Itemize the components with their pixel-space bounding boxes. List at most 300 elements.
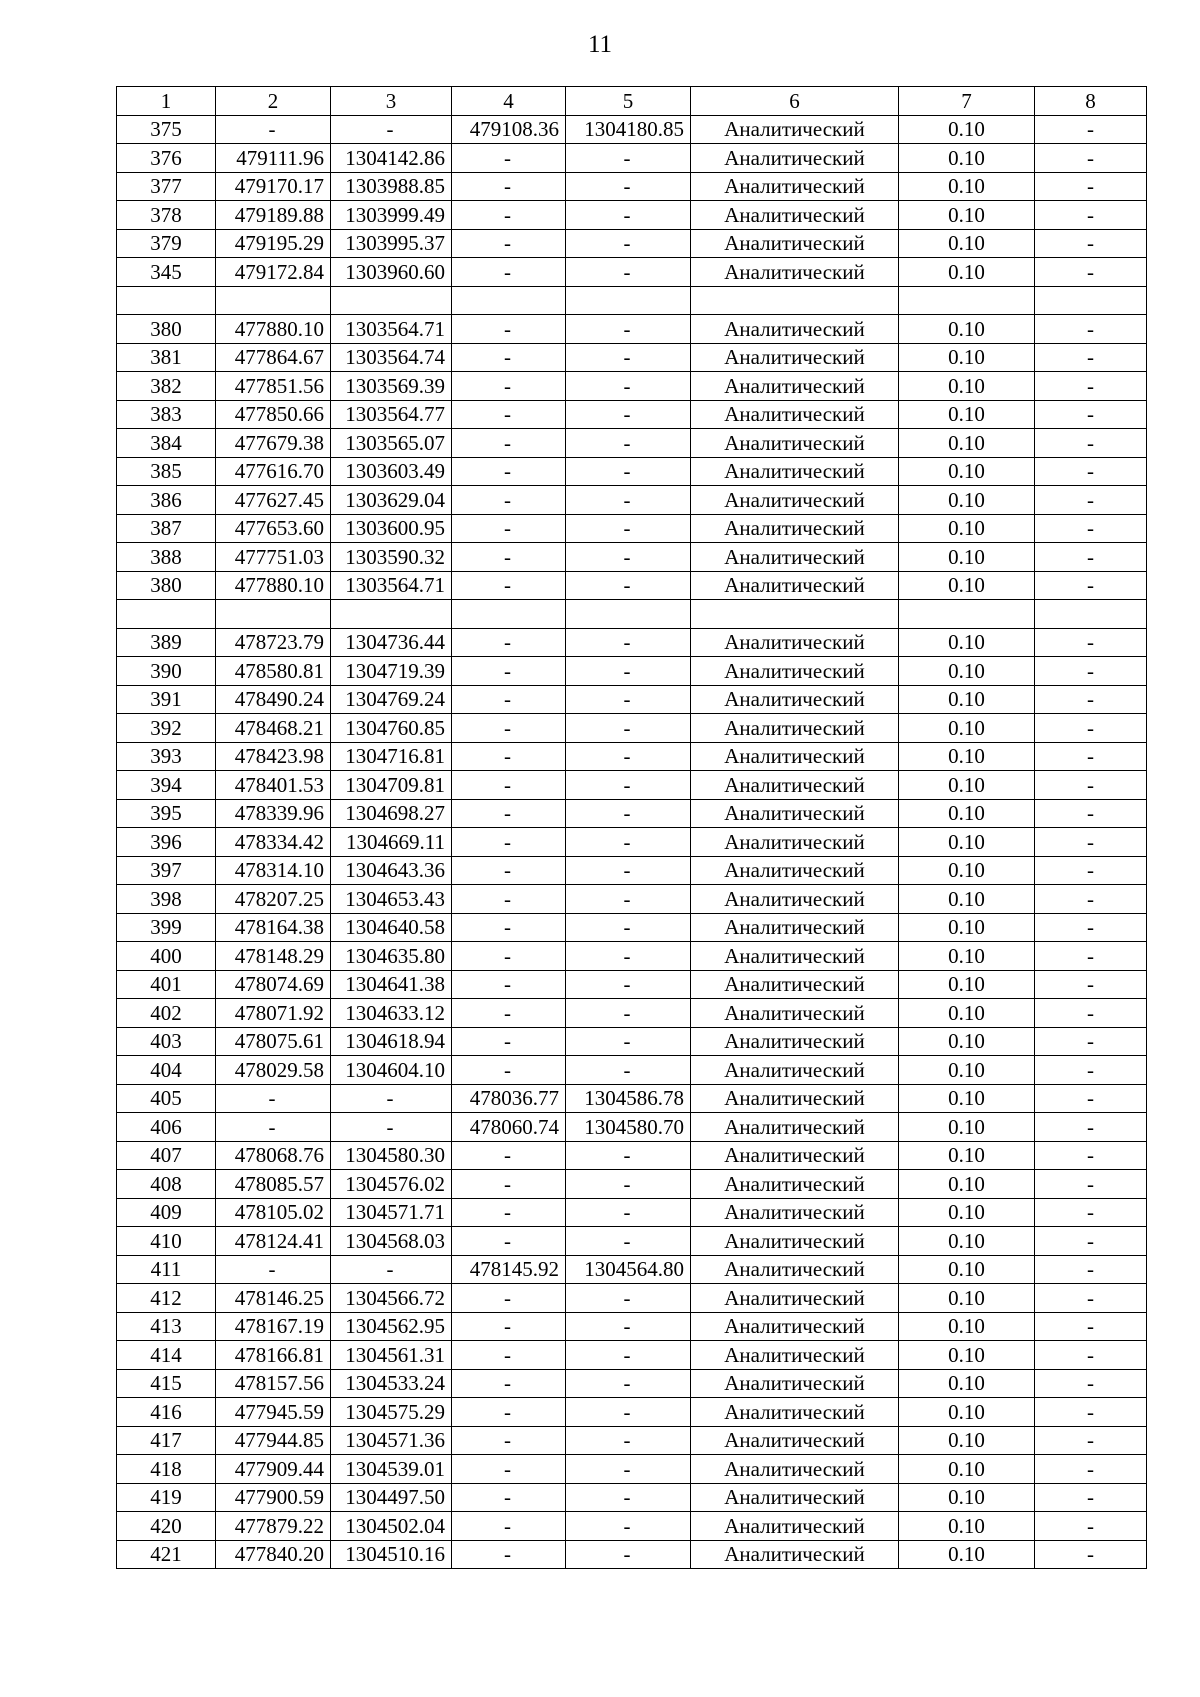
table-cell: Аналитический — [691, 628, 899, 657]
table-cell: 390 — [117, 657, 216, 686]
table-cell: Аналитический — [691, 1398, 899, 1427]
table-cell: 1304643.36 — [331, 856, 452, 885]
table-cell: - — [1035, 1426, 1147, 1455]
table-cell: - — [566, 913, 691, 942]
table-cell: - — [566, 999, 691, 1028]
table-cell: - — [216, 115, 331, 144]
table-cell: - — [1035, 942, 1147, 971]
table-cell: 385 — [117, 457, 216, 486]
table-cell: - — [1035, 429, 1147, 458]
column-header: 1 — [117, 87, 216, 116]
table-cell: - — [1035, 1284, 1147, 1313]
table-row — [117, 1455, 1147, 1484]
table-cell: - — [566, 1170, 691, 1199]
table-cell: 477627.45 — [216, 486, 331, 515]
table-cell: 397 — [117, 856, 216, 885]
table-cell: 403 — [117, 1027, 216, 1056]
table-cell: 478401.53 — [216, 771, 331, 800]
table-cell: 1303590.32 — [331, 543, 452, 572]
table-cell: 478166.81 — [216, 1341, 331, 1370]
table-cell: 479170.17 — [216, 172, 331, 201]
table-cell — [117, 286, 216, 315]
table-cell: - — [566, 856, 691, 885]
table-cell: 0.10 — [899, 1483, 1035, 1512]
table-cell: - — [1035, 1341, 1147, 1370]
table-cell: 1304575.29 — [331, 1398, 452, 1427]
table-cell: - — [452, 913, 566, 942]
table-cell: - — [1035, 258, 1147, 287]
table-cell: 0.10 — [899, 115, 1035, 144]
table-cell: 0.10 — [899, 543, 1035, 572]
table-cell: 1303629.04 — [331, 486, 452, 515]
table-cell: - — [1035, 628, 1147, 657]
table-cell: 1304568.03 — [331, 1227, 452, 1256]
table-row — [117, 1312, 1147, 1341]
column-header: 3 — [331, 87, 452, 116]
table-cell: 0.10 — [899, 172, 1035, 201]
table-cell — [216, 600, 331, 629]
table-cell: - — [452, 514, 566, 543]
table-cell: 380 — [117, 315, 216, 344]
table-cell: 478423.98 — [216, 742, 331, 771]
table-row — [117, 201, 1147, 230]
table-cell: 479172.84 — [216, 258, 331, 287]
table-row — [117, 229, 1147, 258]
table-cell: - — [1035, 457, 1147, 486]
table-cell: 0.10 — [899, 1084, 1035, 1113]
table-cell: - — [1035, 172, 1147, 201]
table-cell: 398 — [117, 885, 216, 914]
table-row — [117, 913, 1147, 942]
table-cell: 0.10 — [899, 828, 1035, 857]
table-cell: 391 — [117, 685, 216, 714]
table-cell: - — [452, 1455, 566, 1484]
table-row — [117, 742, 1147, 771]
table-cell: - — [452, 144, 566, 173]
table-cell: 1304502.04 — [331, 1512, 452, 1541]
table-cell: - — [566, 1540, 691, 1569]
table-cell: - — [566, 1369, 691, 1398]
table-cell: 478145.92 — [452, 1255, 566, 1284]
table-cell: 0.10 — [899, 1027, 1035, 1056]
table-cell: 0.10 — [899, 315, 1035, 344]
table-cell: Аналитический — [691, 429, 899, 458]
table-cell: - — [566, 1284, 691, 1313]
table-row — [117, 571, 1147, 600]
table-cell: 477879.22 — [216, 1512, 331, 1541]
table-cell: 416 — [117, 1398, 216, 1427]
table-cell: 1304709.81 — [331, 771, 452, 800]
table-cell: 1304641.38 — [331, 970, 452, 999]
table-cell: - — [1035, 543, 1147, 572]
table-cell: - — [1035, 828, 1147, 857]
table-cell: 388 — [117, 543, 216, 572]
table-cell: - — [566, 771, 691, 800]
table-cell: - — [1035, 1198, 1147, 1227]
table-cell: - — [1035, 1113, 1147, 1142]
table-cell: - — [1035, 1255, 1147, 1284]
table-row — [117, 942, 1147, 971]
table-cell: - — [1035, 514, 1147, 543]
table-cell: - — [331, 1255, 452, 1284]
table-cell: - — [1035, 1540, 1147, 1569]
table-cell: 1304571.36 — [331, 1426, 452, 1455]
table-cell: 0.10 — [899, 1540, 1035, 1569]
table-cell — [1035, 286, 1147, 315]
table-cell: 404 — [117, 1056, 216, 1085]
table-cell: - — [566, 1341, 691, 1370]
table-cell: - — [1035, 372, 1147, 401]
table-cell: 0.10 — [899, 486, 1035, 515]
table-row-empty — [117, 600, 1147, 629]
table-row — [117, 343, 1147, 372]
table-cell: - — [452, 799, 566, 828]
table-cell: 478339.96 — [216, 799, 331, 828]
table-cell: - — [452, 1284, 566, 1313]
table-cell — [452, 600, 566, 629]
table-cell: - — [566, 1027, 691, 1056]
table-cell: 392 — [117, 714, 216, 743]
table-cell: - — [1035, 771, 1147, 800]
table-row — [117, 799, 1147, 828]
table-cell: Аналитический — [691, 970, 899, 999]
table-cell: - — [1035, 201, 1147, 230]
table-cell: 1304635.80 — [331, 942, 452, 971]
table-cell: - — [216, 1084, 331, 1113]
table-cell: - — [452, 201, 566, 230]
table-cell: - — [452, 771, 566, 800]
table-cell: 345 — [117, 258, 216, 287]
table-cell: - — [1035, 685, 1147, 714]
table-cell: 0.10 — [899, 1113, 1035, 1142]
table-cell: - — [566, 628, 691, 657]
table-cell: Аналитический — [691, 1227, 899, 1256]
table-cell: 420 — [117, 1512, 216, 1541]
table-cell: - — [452, 742, 566, 771]
table-cell: - — [1035, 1141, 1147, 1170]
table-cell: 1304698.27 — [331, 799, 452, 828]
table-cell: - — [452, 970, 566, 999]
table-cell: - — [566, 1141, 691, 1170]
table-cell: 477945.59 — [216, 1398, 331, 1427]
table-cell: 1303569.39 — [331, 372, 452, 401]
table-cell — [566, 286, 691, 315]
table-cell: 477850.66 — [216, 400, 331, 429]
table-cell: - — [331, 1084, 452, 1113]
table-cell: - — [452, 1369, 566, 1398]
table-row — [117, 1398, 1147, 1427]
table-cell: 0.10 — [899, 714, 1035, 743]
table-cell: - — [1035, 144, 1147, 173]
table-cell: - — [566, 1312, 691, 1341]
table-cell: - — [566, 742, 691, 771]
table-row — [117, 543, 1147, 572]
table-row — [117, 885, 1147, 914]
table-cell: 408 — [117, 1170, 216, 1199]
column-header: 8 — [1035, 87, 1147, 116]
table-cell: 1304669.11 — [331, 828, 452, 857]
table-cell: - — [452, 400, 566, 429]
table-cell: Аналитический — [691, 885, 899, 914]
table-cell: - — [566, 1426, 691, 1455]
table-cell: - — [1035, 799, 1147, 828]
page-number: 11 — [587, 31, 613, 58]
table-row — [117, 1426, 1147, 1455]
table-cell: 413 — [117, 1312, 216, 1341]
table-row — [117, 1056, 1147, 1085]
table-cell: 0.10 — [899, 742, 1035, 771]
table-cell: 379 — [117, 229, 216, 258]
table-cell: - — [452, 1198, 566, 1227]
table-row — [117, 1170, 1147, 1199]
table-cell: 412 — [117, 1284, 216, 1313]
table-cell: - — [452, 1027, 566, 1056]
table-cell: 0.10 — [899, 1056, 1035, 1085]
table-cell: 401 — [117, 970, 216, 999]
table-cell: - — [566, 1056, 691, 1085]
table-cell: 0.10 — [899, 1170, 1035, 1199]
table-cell: - — [452, 657, 566, 686]
table-cell: - — [566, 1198, 691, 1227]
table-cell: 0.10 — [899, 885, 1035, 914]
table-row — [117, 1284, 1147, 1313]
table-cell: - — [1035, 1483, 1147, 1512]
table-cell: 1304716.81 — [331, 742, 452, 771]
table-cell: - — [1035, 115, 1147, 144]
table-cell: 478074.69 — [216, 970, 331, 999]
table-cell: 419 — [117, 1483, 216, 1512]
table-cell: - — [452, 1540, 566, 1569]
table-cell: 478334.42 — [216, 828, 331, 857]
table-row — [117, 970, 1147, 999]
table-cell: Аналитический — [691, 1027, 899, 1056]
table-cell: 0.10 — [899, 514, 1035, 543]
table-cell: Аналитический — [691, 1426, 899, 1455]
table-cell: 0.10 — [899, 942, 1035, 971]
table-cell: Аналитический — [691, 771, 899, 800]
table-cell: 1304533.24 — [331, 1369, 452, 1398]
table-cell: 0.10 — [899, 1426, 1035, 1455]
table-row — [117, 1483, 1147, 1512]
table-cell: 1303564.71 — [331, 315, 452, 344]
table-cell: 0.10 — [899, 1512, 1035, 1541]
table-cell: 0.10 — [899, 229, 1035, 258]
table-cell: Аналитический — [691, 913, 899, 942]
table-cell: 478029.58 — [216, 1056, 331, 1085]
table-cell: 0.10 — [899, 913, 1035, 942]
table-cell: - — [452, 885, 566, 914]
table-row — [117, 400, 1147, 429]
table-cell: 0.10 — [899, 1369, 1035, 1398]
table-cell: 1304760.85 — [331, 714, 452, 743]
table-cell: 0.10 — [899, 628, 1035, 657]
table-cell: - — [452, 229, 566, 258]
table-cell: 400 — [117, 942, 216, 971]
table-cell: 477909.44 — [216, 1455, 331, 1484]
table-cell: - — [452, 685, 566, 714]
table-cell: 477679.38 — [216, 429, 331, 458]
table-cell: - — [566, 657, 691, 686]
table-cell — [691, 600, 899, 629]
table-cell: - — [1035, 1312, 1147, 1341]
table-cell: Аналитический — [691, 799, 899, 828]
table-row — [117, 514, 1147, 543]
table-cell: - — [566, 457, 691, 486]
table-cell: 0.10 — [899, 1341, 1035, 1370]
table-row — [117, 1141, 1147, 1170]
table-cell: - — [566, 942, 691, 971]
table-cell: - — [452, 1398, 566, 1427]
table-cell: - — [452, 1341, 566, 1370]
table-cell: - — [452, 429, 566, 458]
table-cell: - — [331, 1113, 452, 1142]
table-cell: - — [1035, 1455, 1147, 1484]
table-cell: - — [452, 856, 566, 885]
header-row — [117, 87, 1147, 116]
table-cell: - — [566, 799, 691, 828]
table-row — [117, 372, 1147, 401]
table-cell: - — [452, 714, 566, 743]
table-cell: 415 — [117, 1369, 216, 1398]
table-cell: Аналитический — [691, 172, 899, 201]
table-cell: Аналитический — [691, 999, 899, 1028]
table-cell: 1304618.94 — [331, 1027, 452, 1056]
table-cell: 1304580.30 — [331, 1141, 452, 1170]
table-cell: - — [566, 229, 691, 258]
table-cell: - — [452, 1312, 566, 1341]
table-cell: 0.10 — [899, 685, 1035, 714]
table-cell: 394 — [117, 771, 216, 800]
table-cell: 387 — [117, 514, 216, 543]
table-cell: 478071.92 — [216, 999, 331, 1028]
table-cell: - — [1035, 913, 1147, 942]
table-cell: 477851.56 — [216, 372, 331, 401]
table-row — [117, 1540, 1147, 1569]
table-cell: - — [1035, 1398, 1147, 1427]
table-cell: 477944.85 — [216, 1426, 331, 1455]
table-cell: Аналитический — [691, 1255, 899, 1284]
table-row — [117, 657, 1147, 686]
table-cell: - — [452, 942, 566, 971]
table-cell: 1304640.58 — [331, 913, 452, 942]
table-cell: Аналитический — [691, 343, 899, 372]
table-cell: 1304719.39 — [331, 657, 452, 686]
table-row — [117, 771, 1147, 800]
table-cell: - — [566, 1455, 691, 1484]
table-row — [117, 457, 1147, 486]
table-cell: 1303565.07 — [331, 429, 452, 458]
table-cell: 0.10 — [899, 1284, 1035, 1313]
table-cell: - — [1035, 571, 1147, 600]
table-row — [117, 1512, 1147, 1541]
table-cell: Аналитический — [691, 315, 899, 344]
table-cell: 478723.79 — [216, 628, 331, 657]
table-cell: Аналитический — [691, 1540, 899, 1569]
table-row — [117, 856, 1147, 885]
table-cell: 389 — [117, 628, 216, 657]
table-cell: - — [566, 828, 691, 857]
table-cell: 0.10 — [899, 400, 1035, 429]
table-cell: Аналитический — [691, 457, 899, 486]
table-cell: - — [566, 343, 691, 372]
table-cell: 0.10 — [899, 799, 1035, 828]
table-cell: 478068.76 — [216, 1141, 331, 1170]
table-cell: - — [1035, 1170, 1147, 1199]
table-cell: Аналитический — [691, 1512, 899, 1541]
table-cell: Аналитический — [691, 115, 899, 144]
table-cell: - — [452, 1056, 566, 1085]
table-cell: - — [452, 486, 566, 515]
table-cell: 0.10 — [899, 372, 1035, 401]
table-cell: - — [452, 628, 566, 657]
table-cell: 0.10 — [899, 457, 1035, 486]
table-cell: Аналитический — [691, 714, 899, 743]
table-cell — [452, 286, 566, 315]
table-cell: 406 — [117, 1113, 216, 1142]
table-cell: 477840.20 — [216, 1540, 331, 1569]
table-cell: 0.10 — [899, 970, 1035, 999]
table-cell: 477864.67 — [216, 343, 331, 372]
table-cell: - — [452, 1483, 566, 1512]
table-cell: 477900.59 — [216, 1483, 331, 1512]
table-cell: 1304562.95 — [331, 1312, 452, 1341]
table-cell: - — [1035, 343, 1147, 372]
table-cell: 478468.21 — [216, 714, 331, 743]
table-cell: - — [452, 1512, 566, 1541]
table-row — [117, 115, 1147, 144]
table-cell: 1303564.71 — [331, 571, 452, 600]
column-header: 2 — [216, 87, 331, 116]
table-cell: 382 — [117, 372, 216, 401]
table-cell: 478060.74 — [452, 1113, 566, 1142]
table-cell: 479189.88 — [216, 201, 331, 230]
table-cell: 410 — [117, 1227, 216, 1256]
table-cell: Аналитический — [691, 856, 899, 885]
table-cell: 0.10 — [899, 657, 1035, 686]
table-cell: - — [1035, 229, 1147, 258]
table-cell: - — [566, 258, 691, 287]
table-cell: 386 — [117, 486, 216, 515]
table-cell: 1303564.74 — [331, 343, 452, 372]
table-cell: - — [1035, 400, 1147, 429]
table-cell: - — [1035, 657, 1147, 686]
table-cell: 478580.81 — [216, 657, 331, 686]
table-cell: Аналитический — [691, 742, 899, 771]
table-cell: 1304510.16 — [331, 1540, 452, 1569]
table-cell: Аналитический — [691, 201, 899, 230]
table-row — [117, 1341, 1147, 1370]
table-cell: Аналитический — [691, 1455, 899, 1484]
table-cell: 417 — [117, 1426, 216, 1455]
table-cell: 1304604.10 — [331, 1056, 452, 1085]
table-cell — [566, 600, 691, 629]
column-header: 5 — [566, 87, 691, 116]
table-cell: 478085.57 — [216, 1170, 331, 1199]
table-cell: 377 — [117, 172, 216, 201]
table-cell: - — [566, 1227, 691, 1256]
table-cell: 0.10 — [899, 1255, 1035, 1284]
table-cell: 1303960.60 — [331, 258, 452, 287]
table-cell: 0.10 — [899, 429, 1035, 458]
table-cell: 1304769.24 — [331, 685, 452, 714]
table-cell: 1304633.12 — [331, 999, 452, 1028]
table-row — [117, 486, 1147, 515]
table-cell: 399 — [117, 913, 216, 942]
table-cell: 1304736.44 — [331, 628, 452, 657]
table-cell: - — [566, 885, 691, 914]
table-cell: 411 — [117, 1255, 216, 1284]
table-cell: 421 — [117, 1540, 216, 1569]
